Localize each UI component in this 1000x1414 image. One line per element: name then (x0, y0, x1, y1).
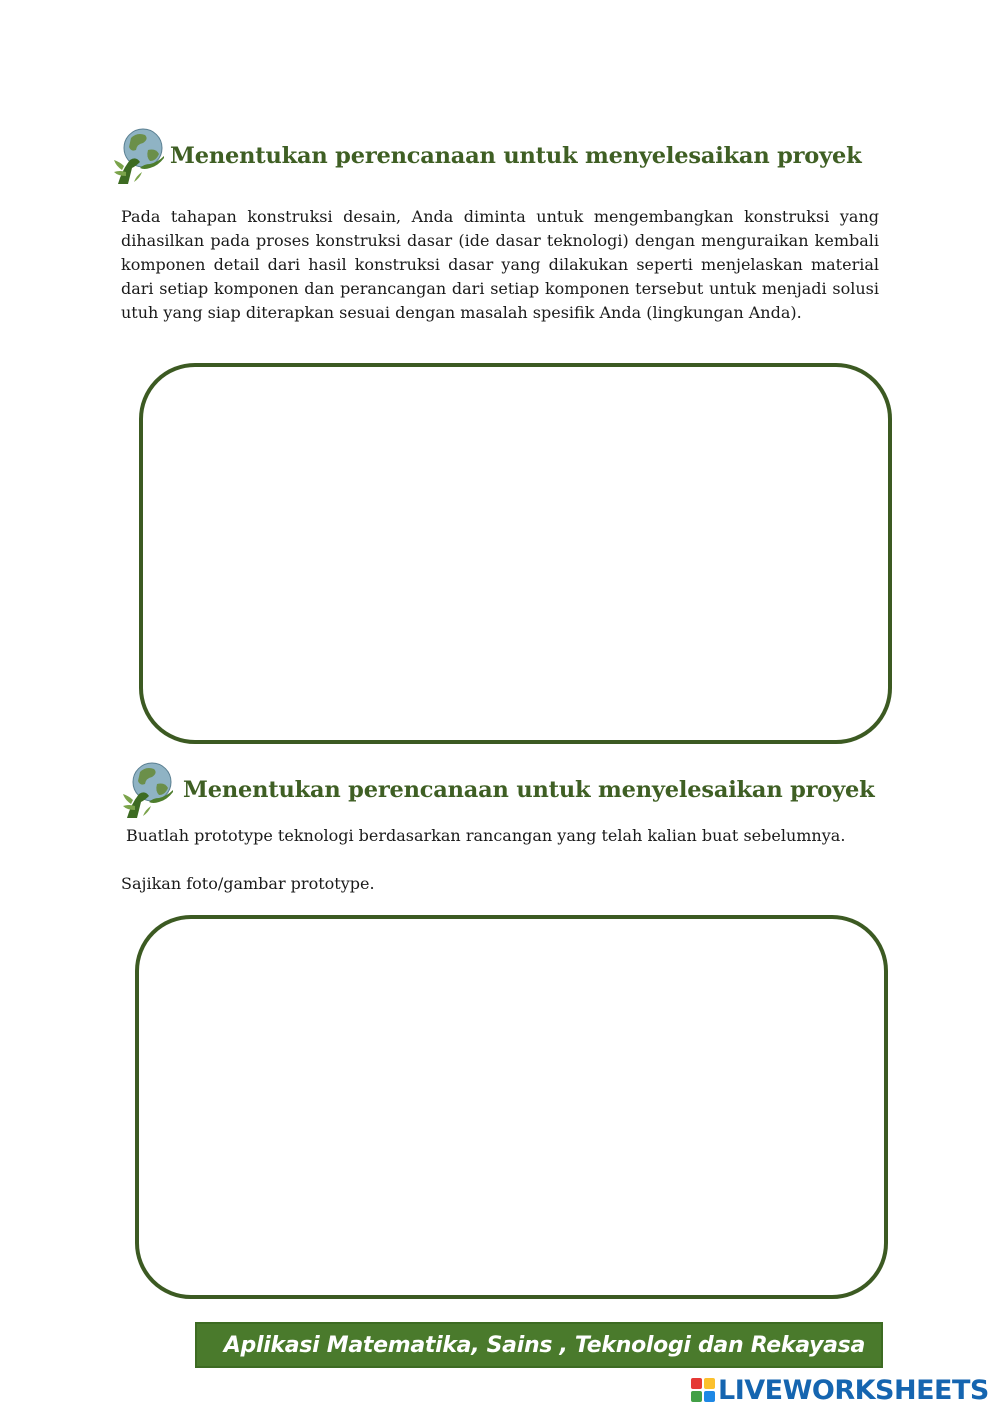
globe-in-hands-icon (121, 760, 177, 820)
globe-in-hands-icon (112, 126, 168, 186)
section-2-instruction-2: Sajikan foto/gambar prototype. (121, 874, 375, 893)
section-2-heading (121, 760, 874, 820)
footer-banner (195, 1322, 883, 1368)
answer-box-1[interactable] (139, 363, 892, 744)
section-1-instructions: Pada tahapan konstruksi desain, Anda diminta untuk mengembangkan konstruksi yang dihasilkan pada proses konstruksi dasar (ide dasar teknologi) dengan menguraikan kembali komponen detail dari hasil konstruksi dasar yang dilakukan seperti menjelaskan material dari setiap komponen dan perancangan dari setiap komponen tersebut untuk menjadi solusi utuh yang siap diterapkan sesuai dengan masalah spesifik Anda (lingkungan Anda). (121, 207, 879, 322)
section-1-title: Menentukan perencanaan untuk menyelesaikan proyek (170, 143, 862, 169)
liveworksheets-logo-icon (690, 1377, 716, 1403)
answer-box-2[interactable] (135, 915, 888, 1299)
section-1-heading (112, 126, 861, 186)
section-2-instruction-1: Buatlah prototype teknologi berdasarkan rancangan yang telah kalian buat sebelumnya. (126, 826, 846, 845)
section-2-title: Menentukan perencanaan untuk menyelesaikan proyek (183, 777, 875, 803)
footer-banner-text: Aplikasi Matematika, Sains , Teknologi dan Rekayasa (223, 1332, 865, 1358)
liveworksheets-wordmark: LIVEWORKSHEETS (718, 1374, 989, 1406)
liveworksheets-branding[interactable] (690, 1374, 989, 1406)
